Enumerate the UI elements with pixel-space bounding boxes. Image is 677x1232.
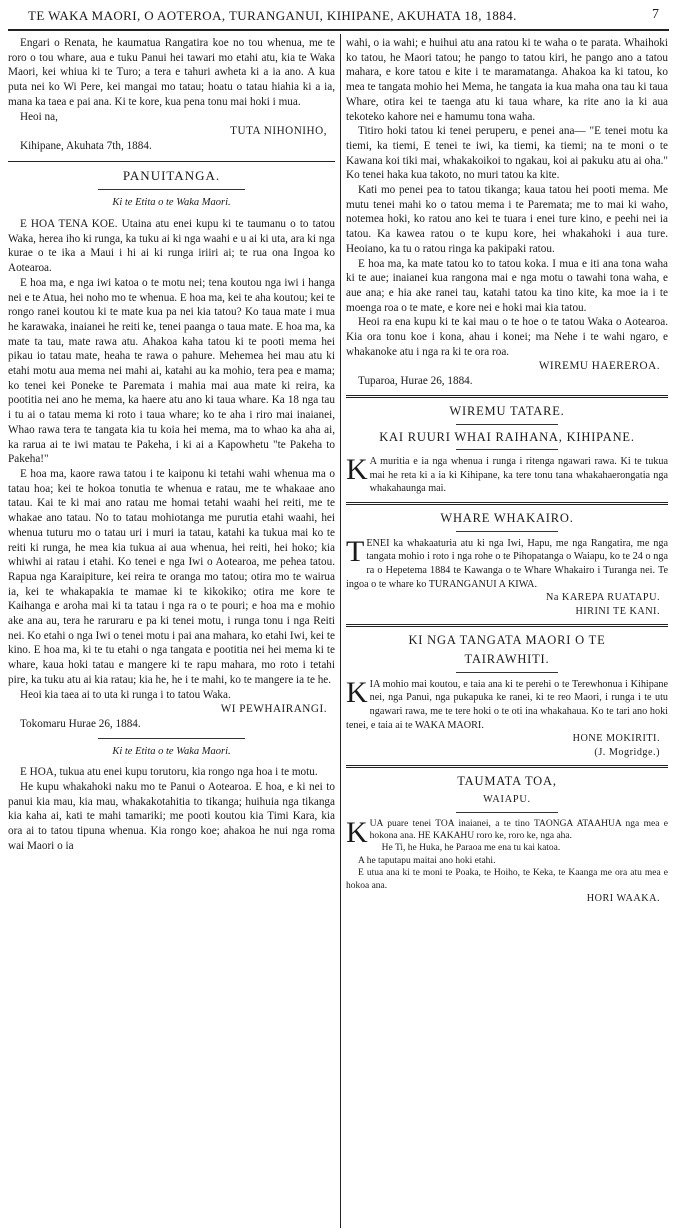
letter-place-date: Tuparoa, Hurae 26, 1884. bbox=[358, 375, 473, 388]
letter-paragraph: E hoa ma, ka mate tatou ko to tatou koka. I mua e iti ana tona waha ki te aue; inaianei kua rangona mai e nga motu o tawahi tona waha, e aue ana; e hia ake ranei tau, katahi tatou ka tino kite, ka moe ia i te moenga roa o te mate, e kore nei e hoki mai kia tatou. bbox=[346, 257, 668, 314]
article-paragraph: E hoa ma, kaore rawa tatou i te kaiponu ki tetahi wahi whenua ma o tatau hoa; kei te hokoa tonutia te whenua e ratau, me te whakaae ano tatau. Kai te ki mai ano ratau me homai tetahi waahi hei reiti, me te whakae ano tatau. No to tatau mohiotanga me purutia etahi waahi, hei whenua tuturu mo o tatau uri i muri ia tatau, katahi ka tukua mai ko te reiti ki runga, he mea kia tukua ai aua whenua, hei reiti, hei hoko; kia whiwhi ai ratau i etahi. Ko tenei e nga Iwi o Aotearoa, me pehea tatou. Rapua nga Karaipiture, kei reira te oranga mo tatou; otira mo te wairua ia, kei te whakapakia te mamae ki te kikokiko; otira me kore te Kaihanga e aroha mai ki ta tatau i nga ra o te pouri; e hoa ma e mohio ake ana au, tera he raruraru e pa ki tenei motu, i runga tonu i nga Reiti nei. Ko etahi o nga Iwi o tenei motu i pai ana mahara, ko etahi Iwi, kei te kino. E hoa ma, ki te tu etahi o nga tangata e pootitia nei hei mema ki te whare, kaua hoki tatau e mangere ki te rapu mahara, mo roto i tetahi pire, ka tuku atu ai kia ratau; kia he, he i te mahi, ko te mangere ia te he. bbox=[8, 467, 335, 686]
advert-title: WHARE WHAKAIRO. bbox=[440, 511, 574, 526]
advert-name: WIREMU TATARE. bbox=[449, 403, 565, 418]
advert-body: He Ti, he Huka, he Paraoa me ena tu kai katoa. bbox=[381, 843, 561, 854]
advert-rule bbox=[456, 424, 558, 425]
letter-closing: Heoi na, bbox=[20, 110, 58, 123]
advert-body: UA puare tenei TOA inaianei, a te tino TAONGA ATAAHUA nga mea e hokona ana. HE KAKAHU roro ke, roro ke, nga aha. bbox=[369, 818, 668, 841]
page-header bbox=[0, 0, 677, 30]
advert-body: A muritia e ia nga whenua i runga i ritenga ngawari rawa. Ki te tukua mai he reta ki a ia ki Kihipane, ka tere tonu tana whakahaerongatia nga whakahaunga mai. bbox=[369, 456, 668, 495]
advert-rule bbox=[456, 449, 558, 450]
article-paragraph: E HOA TENA KOE. Utaina atu enei kupu ki te taumanu o to tatou Waka, herea iho ki runga, ka tuku ai ki nga waahi e u ai ki uta, ara ki nga kurae o te ika a Maui i hi ai ki runga iriiri ai; te rua ona Ingoa ko Aotearoa. bbox=[8, 218, 335, 275]
newspaper-title: TE WAKA MAORI, O AOTEROA, TURANGANUI, KIHIPANE, AKUHATA 18, 1884. bbox=[28, 8, 517, 23]
advert-rule bbox=[456, 812, 558, 813]
advert-body: ENEI ka whakaaturia atu ki nga Iwi, Hapu, me nga Rangatira, me nga tangata mohio i roto i nga rohe o te Pihopatanga o Waiapu, ko te 24 o nga ra o Hepetema 1884 te Kawanga o te Whare Whakairo i Turanga nei. Te ingoa o te whare ko TURANGANUI A KIWA. bbox=[346, 537, 668, 590]
editor-address: Ki te Etita o te Waka Maori. bbox=[112, 197, 231, 209]
advert-title: KI NGA TANGATA MAORI O TE bbox=[408, 633, 606, 648]
right-column bbox=[346, 36, 668, 906]
advert-body: IA mohio mai koutou, e taia ana ki te perehi o te Terewhonua i Kihipane nei, nga Panui, nga pukapuka ke ranei, ki te reo Maori, i runga i te utu ngawari rawa, me te tere hoki o te oti ina whakahaua. Ko te tari ano hoki tenei, e taia ai te WAKA MAORI. bbox=[346, 678, 668, 731]
drop-cap: T bbox=[346, 534, 365, 568]
advert-title: TAUMATA TOA, bbox=[457, 774, 557, 789]
editor-address: Ki te Etita o te Waka Maori. bbox=[112, 745, 231, 757]
letter-paragraph: Kati mo penei pea to tatou tikanga; kaua tatou hei pooti mema. Me mutu tenei mahi ko o tatou mema i te Paremata; me to mai ki waho, notemea hoki, ko ratou ano kei te tuara i enei ture kino, e peehi nei ia tatou. Ka kawea ratou o te kupu kore, hei whakahoki i aua ture. Heoiano, ka tu o ratou ringa ka pakipaki ratou. bbox=[346, 184, 668, 255]
section-rule bbox=[8, 161, 335, 162]
section-rule bbox=[98, 738, 245, 739]
article-paragraph: E hoa ma, e nga iwi katoa o te motu nei; tena koutou nga iwi i hanga nei e te Atua, hei noho mo te whenua. E hoa ma, kei te aha koutou; kei te rongo ranei koutou ki te mate kua pa nei kia tatou? Ko taua mate i mua he karawaka, inaianei he reiti ke, tenei paanga o taua mate. E hoa ma, ka mate ta tau, mate rawa atu. Ahakoa kaha tatou ki te pooti mema hei pikau io tatau mate, heaha te rawa o pahure. Mehemea hei mau atu ki etahi motu aua mema nei mahi ai, katahi au ka mohio, tera pea e mama; ko tenei kei Poneke te Paremata i mahia mai aua mate ki reira, ka pootitia nei ano he mema, ka haere atu ano ki taua whare. Ka 18 nga tau i tu ai o tatau mema ki roto i taua whare; ko te aha i riro mai inaianei, Whao rawa tera te tangata kia tu koia hei mema, ma to whao ka aha ai, ka rarua ai te iwi matau te Pakeha, i ki ai a Kapowhetu "te Pakeha to Pakeha!" bbox=[8, 276, 335, 466]
letter-body: Engari o Renata, he kaumatua Rangatira koe no tou whenua, me te roro o tou whare, aua e tuku Panui hei tawari mo etahi atu, kia te Waka Maori, kei whiua ki te Turo; a tera e tahuri awheta ki a ia ano. A kua puta nei ko Wi Pere, kei mangai mo tatau; hoatu o tatau hiahia ki a ia, mana ka taea e pai ana. Ki te kore, kua pena tonu mai hoki i mua. bbox=[8, 37, 335, 108]
advert-signature: HORI WAAKA. bbox=[586, 893, 660, 905]
page-number: 7 bbox=[652, 7, 659, 22]
article-place-date: Tokomaru Hurae 26, 1884. bbox=[20, 717, 141, 730]
letter-paragraph: Titiro hoki tatou ki tenei peruperu, e penei ana— "E tenei motu ka tiemi, ka tiemi, E tenei te iwi, ka tiemi, ka tiemi; na te moni o te Kawana koi tiki mai, whakakoikoi to ngakau, koi ai pakuku atu ai oha." Ko tenei haka kua takoto, no muri tatou ka kite. bbox=[346, 125, 668, 182]
letter-signature: TUTA NIHONIHO, bbox=[230, 125, 327, 138]
title-rule bbox=[98, 189, 245, 190]
drop-cap: K bbox=[346, 815, 368, 849]
advert-subtitle: WAIAPU. bbox=[483, 794, 531, 805]
advert-signature: HONE MOKIRITI. bbox=[572, 733, 660, 745]
header-rule bbox=[8, 29, 669, 31]
letter-paragraph: Heoi ra ena kupu ki te kai mau o te hoe o te tatou Waka o Aotearoa. Kia ora tonu koe i kona, ahau i konei; ma Nehe i te wahi ngaro, e whakanoke atu i nga ra ki te ora roa. bbox=[346, 316, 668, 358]
advert-rule bbox=[346, 502, 668, 505]
letter-place-date: Kihipane, Akuhata 7th, 1884. bbox=[20, 139, 152, 152]
advert-title: KAI RUURI WHAI RAIHANA, KIHIPANE. bbox=[379, 429, 635, 444]
advert-body: E utua ana ki te moni te Poaka, te Hoiho, te Keka, te Kaanga me ora atu mea e hokoa ana. bbox=[346, 868, 668, 891]
advert-rule bbox=[456, 672, 558, 673]
advert-body: A he taputapu maitai ano hoki etahi. bbox=[358, 855, 496, 866]
advert-rule bbox=[346, 395, 668, 398]
advert-rule bbox=[346, 765, 668, 768]
letter-paragraph: He kupu whakahoki naku mo te Panui o Aotearoa. E hoa, e ki nei to panui kia mau, kia mau, whakakotahitia to tikanga; huihuia nga tikanga kia kaha ai, kati te mahi tamariki; me pooti koutou kia Timi Kara, kia ora ai to tatou tipuna whenua. Kia rongo koe; ahakoa he nui nga roma wai Maori o ia bbox=[8, 781, 335, 852]
advert-rule bbox=[456, 531, 558, 532]
advert-signature: HIRINI TE KANI. bbox=[575, 605, 660, 617]
advert-title: TAIRAWHITI. bbox=[464, 652, 550, 667]
column-divider bbox=[340, 34, 341, 1228]
left-column bbox=[8, 36, 335, 854]
advert-signature: (J. Mogridge.) bbox=[594, 746, 660, 758]
drop-cap: K bbox=[346, 675, 368, 709]
drop-cap: K bbox=[346, 453, 368, 487]
section-title: PANUITANGA. bbox=[122, 167, 221, 183]
advert-rule bbox=[346, 624, 668, 627]
letter-paragraph: wahi, o ia wahi; e huihui atu ana ratou ki te waha o te parata. Whaihoki ko tatou, he Maori tatou; he pango to tatou kiri, he pango ano a tatou mahara, e kore tatou e kite i te maramatanga. Ahakoa ka ki tatou, ko mea te tangata mohio hei Mema, he tangata ia kua maha ona tau ki taua Whare, otira kei te taenga atu ki taua whare, ka rite ano ia ki aua tekoteko kahore nei e hamumu tona waha. bbox=[346, 37, 668, 123]
advert-signature: Na KAREPA RUATAPU. bbox=[546, 592, 660, 604]
article-signature: WI PEWHAIRANGI. bbox=[220, 703, 327, 716]
letter-paragraph: E HOA, tukua atu enei kupu torutoru, kia rongo nga hoa i te motu. bbox=[20, 766, 318, 779]
letter-signature: WIREMU HAEREROA. bbox=[538, 360, 660, 373]
article-paragraph: Heoi kia taea ai to uta ki runga i to tatou Waka. bbox=[20, 688, 231, 701]
